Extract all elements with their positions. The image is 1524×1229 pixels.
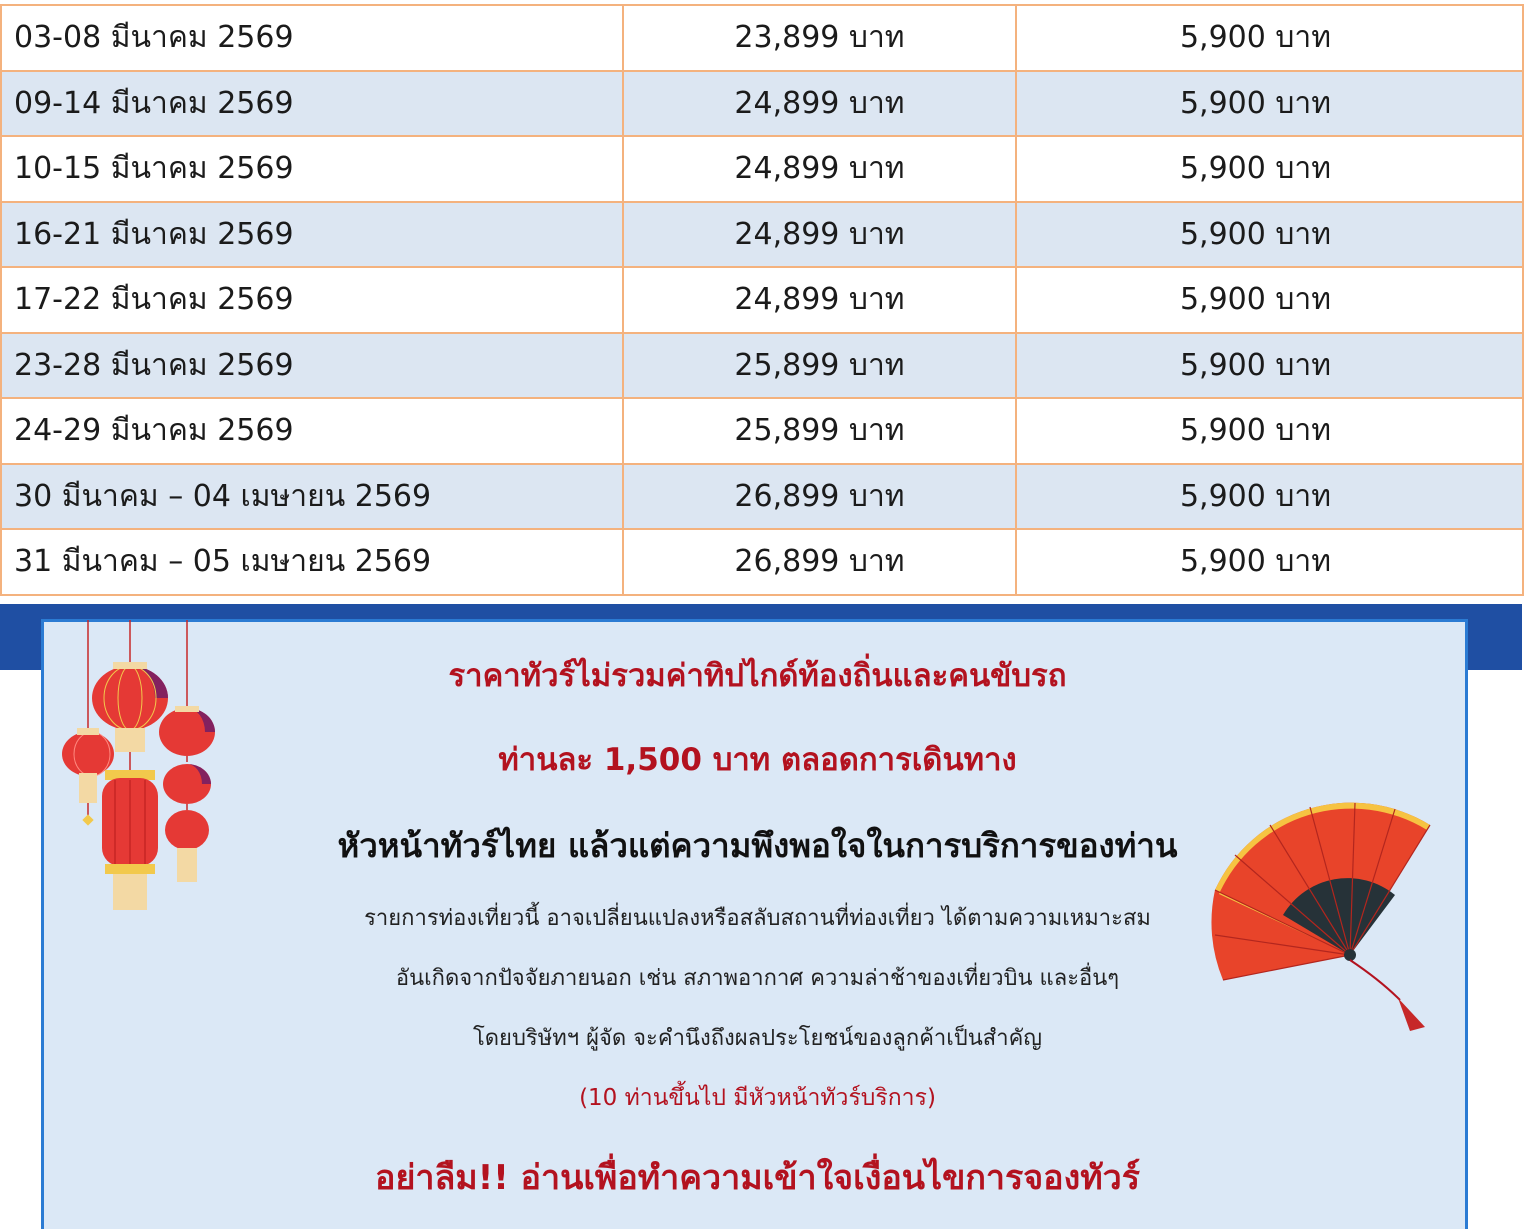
travel-date-cell: 31 มีนาคม – 05 เมษายน 2569: [1, 529, 623, 595]
price-table: [0, 4, 1524, 596]
single-supplement-cell: [1016, 71, 1523, 137]
price-table-body: [1, 5, 1523, 595]
travel-date-cell: 03-08 มีนาคม 2569: [1, 5, 623, 71]
read-booking-conditions-line: อย่าลืม!! อ่านเพื่อทำความเข้าใจเงื่อนไขการจองทัวร์: [375, 1158, 1140, 1198]
travel-date-cell: 30 มีนาคม – 04 เมษายน 2569: [1, 464, 623, 530]
single-supplement-value: 5,900 บาท: [1179, 151, 1332, 187]
table-row: [1, 5, 1523, 71]
table-row: [1, 333, 1523, 399]
table-row: [1, 202, 1523, 268]
travel-date-cell: 16-21 มีนาคม 2569: [1, 202, 623, 268]
tour-price-cell: 26,899 บาท: [623, 529, 1016, 595]
single-supplement-value: 5,900 บาท: [1179, 216, 1332, 252]
single-supplement-value: 5,900 บาท: [1179, 544, 1332, 580]
tour-price-cell: 24,899 บาท: [623, 202, 1016, 268]
table-row: [1, 136, 1523, 202]
chinese-lantern-icon: [55, 620, 235, 915]
single-supplement-cell: [1016, 136, 1523, 202]
table-row: [1, 398, 1523, 464]
single-supplement-value: 5,900 บาท: [1179, 478, 1332, 514]
single-supplement-cell: [1016, 529, 1523, 595]
disclaimer-line-3: โดยบริษัทฯ ผู้จัด จะคำนึงถึงผลประโยชน์ของลูกค้าเป็นสำคัญ: [472, 1026, 1043, 1051]
tour-price-cell: 26,899 บาท: [623, 464, 1016, 530]
tip-amount-line: ท่านละ 1,500 บาท ตลอดการเดินทาง: [498, 742, 1017, 778]
tour-price-cell: 24,899 บาท: [623, 267, 1016, 333]
travel-date-cell: 17-22 มีนาคม 2569: [1, 267, 623, 333]
tour-price-cell: 25,899 บาท: [623, 398, 1016, 464]
single-supplement-value: 5,900 บาท: [1179, 282, 1332, 318]
tip-notice-line: ราคาทัวร์ไม่รวมค่าทิปไกด์ท้องถิ่นและคนขับรถ: [448, 658, 1067, 694]
single-supplement-cell: [1016, 5, 1523, 71]
folding-fan-icon: [1205, 795, 1455, 1035]
single-supplement-value: 5,900 บาท: [1179, 413, 1332, 449]
tour-price-cell: 25,899 บาท: [623, 333, 1016, 399]
tour-price-cell: 23,899 บาท: [623, 5, 1016, 71]
single-supplement-cell: [1016, 398, 1523, 464]
tour-leader-tip-line: หัวหน้าทัวร์ไทย แล้วแต่ความพึงพอใจในการบริการของท่าน: [337, 826, 1178, 865]
single-supplement-cell: [1016, 464, 1523, 530]
travel-date-cell: 24-29 มีนาคม 2569: [1, 398, 623, 464]
single-supplement-cell: [1016, 267, 1523, 333]
table-row: [1, 71, 1523, 137]
single-supplement-value: 5,900 บาท: [1179, 20, 1332, 56]
disclaimer-line-1: รายการท่องเที่ยวนี้ อาจเปลี่ยนแปลงหรือสลับสถานที่ท่องเที่ยว ได้ตามความเหมาะสม: [364, 906, 1151, 931]
table-row: [1, 267, 1523, 333]
tour-price-cell: 24,899 บาท: [623, 71, 1016, 137]
travel-date-cell: 09-14 มีนาคม 2569: [1, 71, 623, 137]
tour-leader-condition: (10 ท่านขึ้นไป มีหัวหน้าทัวร์บริการ): [579, 1085, 936, 1111]
travel-date-cell: 23-28 มีนาคม 2569: [1, 333, 623, 399]
tour-price-cell: 24,899 บาท: [623, 136, 1016, 202]
table-row: [1, 529, 1523, 595]
travel-date-cell: 10-15 มีนาคม 2569: [1, 136, 623, 202]
disclaimer-line-2: อันเกิดจากปัจจัยภายนอก เช่น สภาพอากาศ ความล่าช้าของเที่ยวบิน และอื่นๆ: [395, 966, 1120, 991]
single-supplement-value: 5,900 บาท: [1179, 85, 1332, 121]
table-row: [1, 464, 1523, 530]
single-supplement-value: 5,900 บาท: [1179, 347, 1332, 383]
single-supplement-cell: [1016, 202, 1523, 268]
single-supplement-cell: [1016, 333, 1523, 399]
